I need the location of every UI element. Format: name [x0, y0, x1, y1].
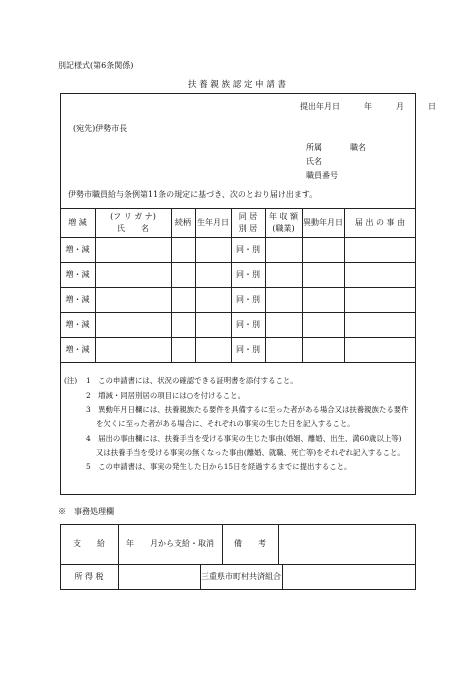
- note-4-cont: 又は扶養手当を受ける事実の無くなった事由(離婚、就職、死亡等)をそれぞれ記入すること。: [96, 448, 405, 457]
- header-cohabit: 同 居: [238, 212, 258, 221]
- header-relation: 続柄: [175, 218, 191, 227]
- remarks-label: 備 考: [234, 539, 266, 548]
- header-change-date: 異動年月日: [303, 218, 343, 227]
- header-dob: 生年月日: [197, 218, 229, 227]
- form-reference: 別記様式(第6条関係): [58, 61, 134, 70]
- row-4-cohabit[interactable]: 同・別: [236, 320, 260, 329]
- row-2-change[interactable]: 増・減: [65, 270, 90, 279]
- note-5: 5 この申請書は、事実の発生した日から15日を経過するまでに提出すること。: [86, 462, 352, 471]
- staff-number-label: 職員番号: [306, 171, 338, 180]
- header-change: 増 減: [68, 218, 87, 227]
- note-3-cont: を欠くに至った者がある場合に、それぞれの事実の生じた日を記入すること。: [96, 419, 355, 428]
- row-3-change[interactable]: 増・減: [65, 295, 90, 304]
- row-2-cohabit[interactable]: 同・別: [236, 270, 260, 279]
- form-title: 扶 養 親 族 認 定 申 請 書: [187, 80, 287, 90]
- submission-date-line: 提出年月日 年 月 日: [300, 102, 436, 111]
- statement-text: 伊勢市職員給与条例第11条の規定に基づき、次のとおり届け出ます。: [68, 190, 318, 199]
- income-tax-label: 所 得 税: [74, 572, 104, 581]
- note-4: 4 届出の事由欄には、扶養手当を受ける事実の生じた事由(婚姻、離婚、出生、満60歳以上等): [86, 434, 402, 443]
- row-1-cohabit[interactable]: 同・別: [236, 245, 260, 254]
- header-name: 氏 名: [117, 224, 149, 233]
- note-1: 1 この申請書には、状況の確認できる証明書を添付すること。: [86, 376, 298, 385]
- header-income: 年 収 額: [268, 212, 299, 221]
- row-1-change[interactable]: 増・減: [65, 245, 90, 254]
- row-3-cohabit[interactable]: 同・別: [236, 295, 260, 304]
- note-2: 2 増減・同居別居の項目には○を付けること。: [86, 391, 245, 400]
- payment-value[interactable]: 年 月から支給・取消: [126, 539, 214, 548]
- header-reason: 届 出 の 事 由: [354, 218, 406, 227]
- department-label: 所属: [306, 143, 322, 152]
- row-5-change[interactable]: 増・減: [65, 345, 90, 354]
- row-4-change[interactable]: 増・減: [65, 320, 90, 329]
- mutual-aid-association: 三重県市町村共済組合: [201, 572, 281, 581]
- office-heading: ※ 事務処理欄: [58, 507, 114, 516]
- addressee: (宛先)伊勢市長: [73, 124, 128, 133]
- header-separate: 別 居: [238, 224, 258, 233]
- notes-label: (注): [64, 376, 78, 385]
- position-label: 職名: [350, 143, 366, 152]
- row-5-cohabit[interactable]: 同・別: [236, 345, 260, 354]
- name-label: 氏名: [306, 157, 322, 166]
- header-furigana: (フ リ ガ ナ): [110, 212, 156, 221]
- note-3: 3 異動年月日欄には、扶養親族たる要件を具備するに至った者がある場合又は扶養親族たる要件: [86, 405, 409, 414]
- header-occupation: (職業): [272, 224, 295, 233]
- payment-label: 支 給: [73, 539, 105, 548]
